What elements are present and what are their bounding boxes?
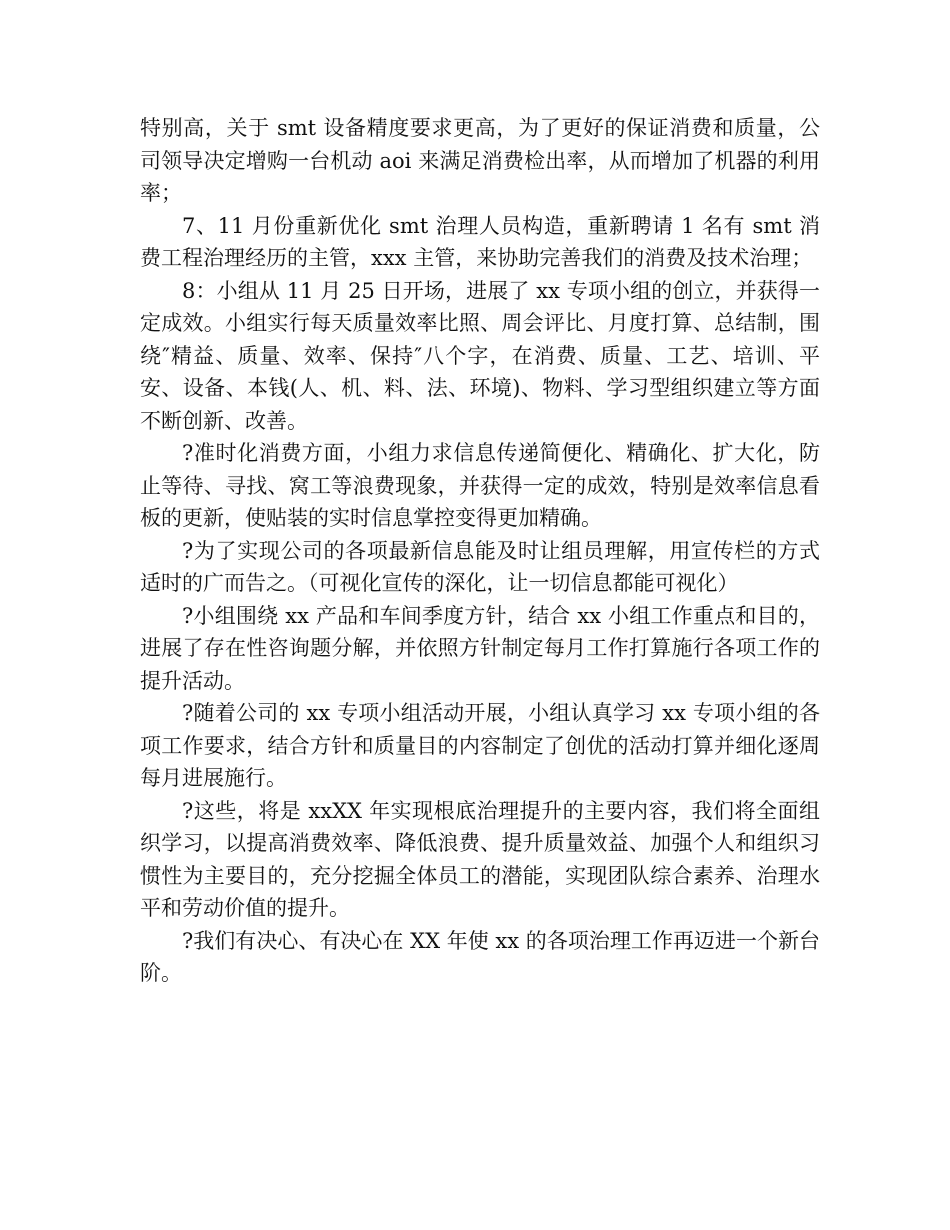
paragraph-special-group-activity: ?随着公司的 xx 专项小组活动开展，小组认真学习 xx 专项小组的各项工作要求，结合方针和质量目的内容制定了创优的活动打算并细化逐周每月进展施行。 [140,701,820,790]
document-body [140,112,820,990]
paragraph-management-improvement: ?这些，将是 xxXX 年实现根底治理提升的主要内容，我们将全面组织学习，以提高消费效率、降低浪费、提升质量效益、加强个人和组织习惯性为主要目的，充分挖掘全体员工的潜能，实现团队综合素养、治理水平和劳动价值的提升。 [140,798,820,920]
paragraph-conclusion: ?我们有决心、有决心在 XX 年使 xx 的各项治理工作再迈进一个新台阶。 [140,928,820,985]
paragraph-item-8: 8：小组从 11 月 25 日开场，进展了 xx 专项小组的创立，并获得一定成效。小组实行每天质量效率比照、周会评比、月度打算、总结制，围绕″精益、质量、效率、保持″八个字，在消费、质量、工艺、培训、平安、设备、本钱(人、机、料、法、环境)、物料、学习型组织建立等方面不断创新、改善。 [140,278,820,433]
paragraph-continuation: 特别高，关于 smt 设备精度要求更高，为了更好的保证消费和质量，公司领导决定增购一台机动 aoi 来满足消费检出率，从而增加了机器的利用率； [140,116,820,205]
paragraph-visual-publicity: ?为了实现公司的各项最新信息能及时让组员理解，用宣传栏的方式适时的广而告之。（可视化宣传的深化，让一切信息都能可视化） [140,538,820,595]
paragraph-item-7: 7、11 月份重新优化 smt 治理人员构造，重新聘请 1 名有 smt 消费工程治理经历的主管，xxx 主管，来协助完善我们的消费及技术治理； [140,213,820,270]
paragraph-quarterly-policy: ?小组围绕 xx 产品和车间季度方针，结合 xx 小组工作重点和目的，进展了存在性咨询题分解，并依照方针制定每月工作打算施行各项工作的提升活动。 [140,603,820,693]
paragraph-jit-production: ?准时化消费方面，小组力求信息传递简便化、精确化、扩大化，防止等待、寻找、窝工等浪费现象，并获得一定的成效，特别是效率信息看板的更新，使贴装的实时信息掌控变得更加精确。 [140,441,820,530]
